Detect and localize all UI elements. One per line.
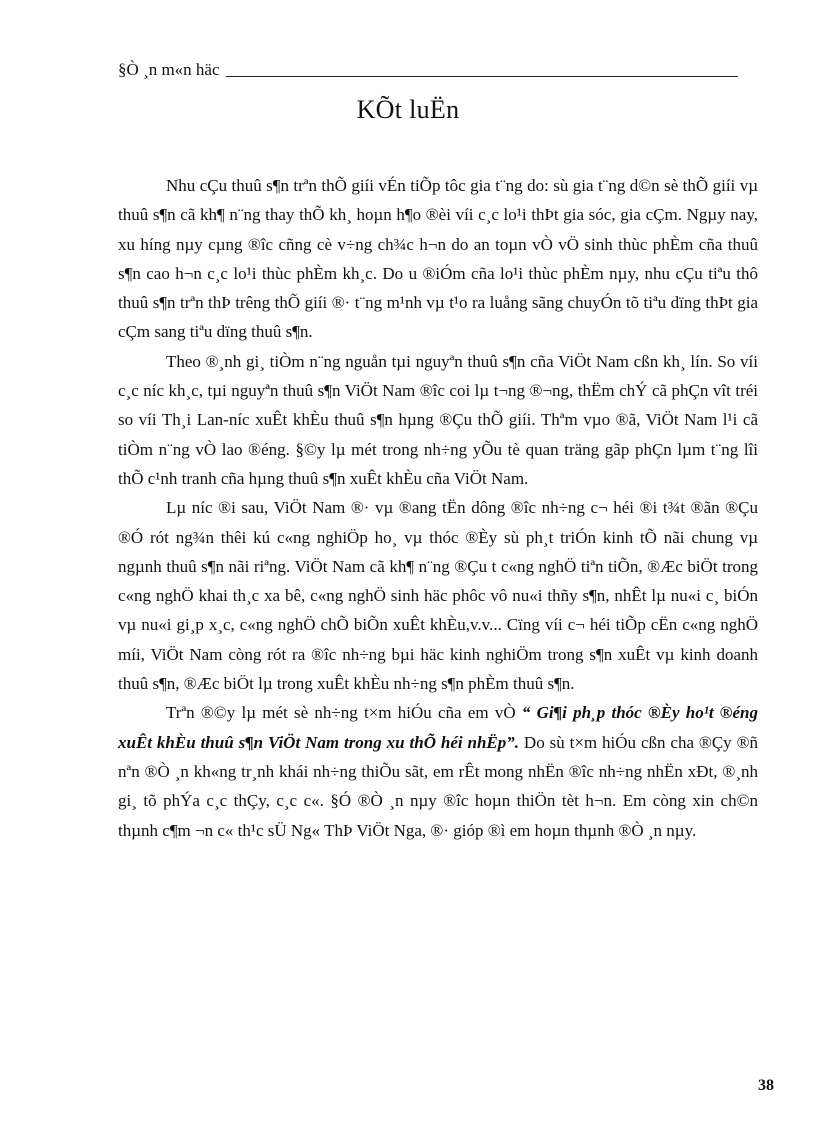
section-title: KÕt luËn — [356, 95, 460, 124]
page-number: 38 — [758, 1077, 774, 1094]
paragraph-1: Nhu cÇu thuû s¶n trªn thÕ giíi vÉn tiÕp tôc gia t¨ng do: sù gia t¨ng d©n sè thÕ giíi vµ thuû s¶n cã kh¶ n¨ng thay thÕ kh¸ hoµn h¶o ®èi víi c¸c lo¹i thÞt gia sóc, gia cÇm. Ngµy nay, xu híng nµy cµng ®îc cñng cè v÷ng ch¾c h¬n do an toµn vÒ vÖ sinh thùc phÈm cña thuû s¶n cao h¬n c¸c lo¹i thùc phÈm kh¸c. Do u ®iÓm cña lo¹i thùc phÈm nµy, nhu cÇu tiªu thô thuû s¶n trªn thÞ trêng thÕ giíi ®· t¨ng m¹nh vµ t¹o ra luång sãng chuyÓn tõ tiªu dïng thÞt gia cÇm sang tiªu dïng thuû s¶n. — [118, 176, 758, 342]
header-rule — [226, 76, 738, 77]
closing-text-before: Trªn ®©y lµ mét sè nh÷ng t×m hiÓu cña em vÒ — [166, 703, 522, 723]
closing-topic-emphasis: “ Gi¶i ph¸p thóc ®Èy ho¹t ®éng xuÊt khÈu thuû s¶n ViÖt Nam trong xu thÕ héi nhËp”. — [118, 703, 759, 752]
header-label: §Ò ¸n m«n häc — [118, 60, 220, 79]
closing-text-after: Do sù t×m hiÓu cßn cha ®Çy ®ñ nªn ®Ò ¸n kh«ng tr¸nh khái nh÷ng thiÕu sãt, em rÊt mong nhËn ®îc nh÷ng nhËn xÐt, ®¸nh gi¸ tõ phÝa c¸c thÇy, c¸c c«. §Ó ®Ò ¸n nµy ®îc hoµn thiÖn tèt h¬n. Em còng xin ch©n thµnh c¶m ¬n c« th¹c sÜ Ng« ThÞ ViÖt Nga, ®· gióp ®ì em hoµn thµnh ®Ò ¸n nµy. — [118, 732, 758, 840]
paragraph-2: Theo ®¸nh gi¸ tiÒm n¨ng nguån tµi nguyªn thuû s¶n cña ViÖt Nam cßn kh¸ lín. So víi c¸c níc kh¸c, tµi nguyªn thuû s¶n ViÖt Nam ®îc coi lµ t¬ng ®¬ng, thËm chÝ cã phÇn vît tréi so víi Th¸i Lan-níc xuÊt khÈu thuû s¶n hµng ®Çu thÕ giíi. Thªm vµo ®ã, ViÖt Nam l¹i cã tiÒm n¨ng vÒ lao ®éng. §©y lµ mét trong nh÷ng yÕu tè quan träng gãp phÇn lµm t¨ng lîi thÕ c¹nh tranh cña hµng thuû s¶n xuÊt khÈu cña ViÖt Nam. — [118, 351, 758, 488]
page-header — [118, 58, 738, 80]
paragraph-3: Lµ níc ®i sau, ViÖt Nam ®· vµ ®ang tËn dông ®îc nh÷ng c¬ héi ®i t¾t ®ãn ®Çu ®Ó rót ng¾n thêi kú c«ng nghiÖp ho¸ vµ thóc ®Èy sù ph¸t triÓn kinh tÕ nãi chung vµ ngµnh thuû s¶n nãi riªng. ViÖt Nam cã kh¶ n¨ng ®Çu t c«ng nghÖ tiªn tiÕn, ®Æc biÖt trong c«ng nghÖ khai th¸c xa bê, c«ng nghÖ sinh häc phôc vô nu«i thñy s¶n, nhÊt lµ nu«i c¸ biÓn vµ nu«i gi¸p x¸c, c«ng nghÖ chÕ biÕn xuÊt khÈu,v.v... Cïng víi c¬ héi tiÕp cËn c«ng nghÖ míi, ViÖt Nam còng rót ra ®îc nh÷ng bµi häc kinh nghiÖm trong s¶n xuÊt vµ kinh doanh thuû s¶n, ®Æc biÖt lµ trong xuÊt khÈu nh÷ng s¶n phÈm thuû s¶n. — [118, 498, 758, 694]
paragraph-closing — [118, 698, 758, 844]
body-text — [118, 171, 758, 845]
